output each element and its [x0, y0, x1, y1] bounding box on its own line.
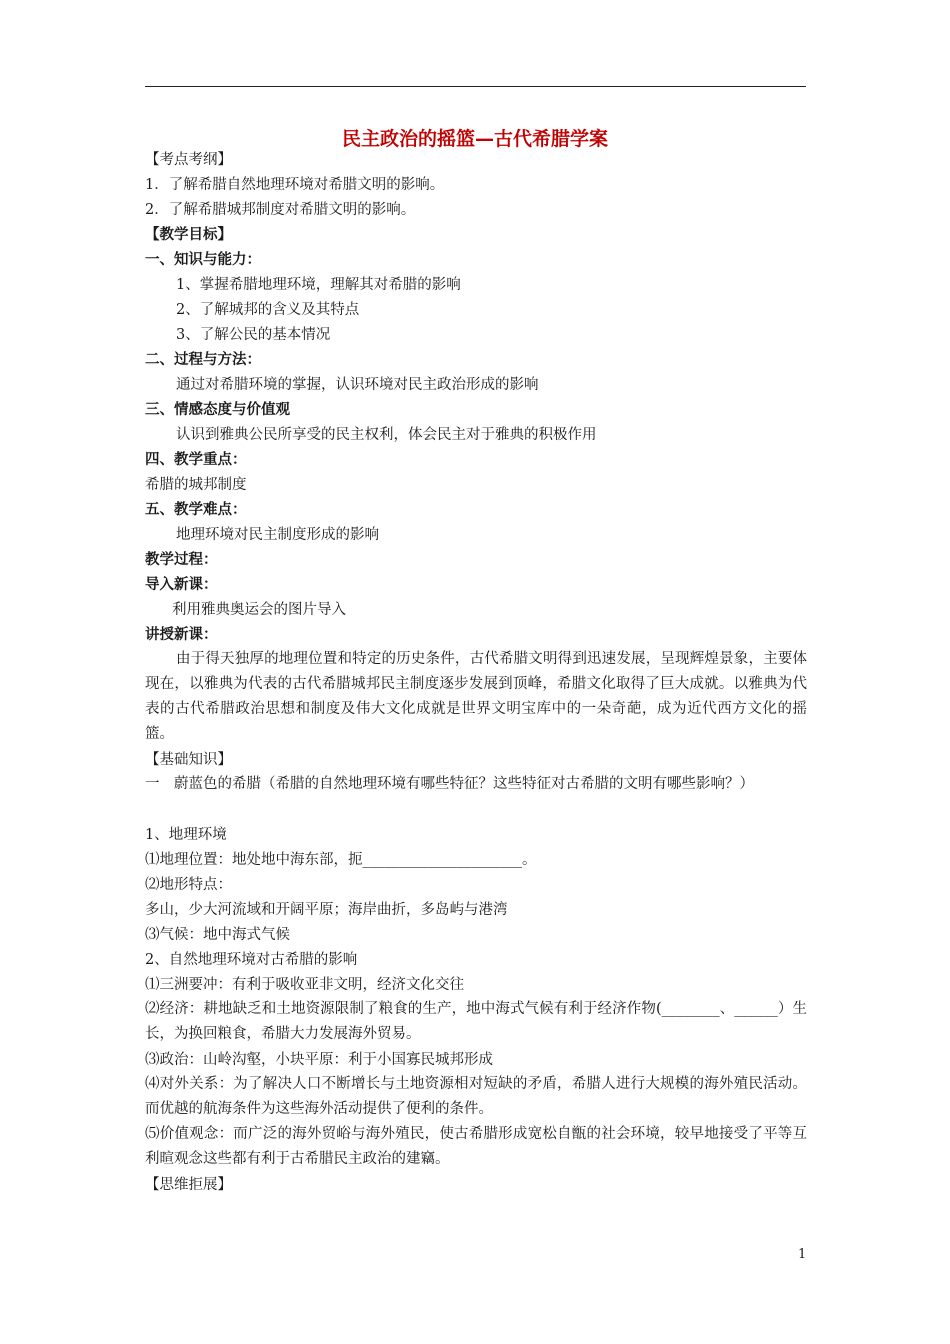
section-1-item-1: 1、掌握希腊地理环境，理解其对希腊的影响: [176, 277, 461, 293]
effects-heading: 2、自然地理环境对古希腊的影响: [145, 952, 358, 968]
effect-3: ⑶政治：山岭沟壑，小块平原：利于小国寡民城邦形成: [145, 1052, 493, 1068]
kaodian-item-2: 2．了解希腊城邦制度对希腊文明的影响。: [145, 202, 416, 218]
section-5-heading: 五、教学难点：: [145, 502, 247, 518]
intro-heading: 导入新课：: [145, 577, 218, 593]
section-2-text: 通过对希腊环境的掌握，认识环境对民主政治形成的影响: [176, 377, 539, 393]
kaodian-item-1: 1．了解希腊自然地理环境对希腊文明的影响。: [145, 177, 445, 193]
geo-terrain-text: 多山，少大河流域和开阔平原；海岸曲折，多岛屿与港湾: [145, 902, 508, 918]
section-4-text: 希腊的城邦制度: [145, 477, 247, 493]
basics-heading: 【基础知识】: [145, 752, 232, 768]
basics-question-1: 一 蔚蓝色的希腊（希腊的自然地理环境有哪些特征？这些特征对古希腊的文明有哪些影响？）: [145, 776, 754, 792]
think-heading: 【思维拒展】: [145, 1177, 232, 1193]
header-rule: [145, 86, 806, 87]
kaodian-heading: 【考点考纲】: [145, 152, 232, 168]
geo-location: ⑴地理位置：地处地中海东部，扼______________________。: [145, 852, 537, 868]
teach-paragraph: 由于得天独厚的地理位置和特定的历史条件，古代希腊文明得到迅速发展，呈现辉煌景象，主要体现在，以雅典为代表的古代希腊城邦民主制度逐步发展到顶峰，希腊文化取得了巨大成就。以雅典为代表的古代希腊政治思想和制度及伟大文化成就是世界文明宝库中的一朵奇葩，成为近代西方文化的摇篮。: [145, 651, 807, 742]
effect-5: ⑸价值观念：而广泛的海外贸峪与海外殖民，使古希腊形成宽松自甑的社会环境，较早地接受了平等互利暄观念这些都有利于古希腊民主政治的建竊。: [145, 1126, 807, 1167]
geo-heading: 1、地理环境: [145, 827, 227, 843]
section-1-heading: 一、知识与能力：: [145, 252, 261, 268]
process-heading: 教学过程：: [145, 552, 218, 568]
effect-2: ⑵经济：耕地缺乏和土地资源限制了粮食的生产，地中海式气候有利于经济作物(________、______）生长，为换回粮食，希腊大力发展海外贸易。: [145, 1001, 807, 1042]
section-4-heading: 四、教学重点：: [145, 452, 247, 468]
section-3-heading: 三、情感态度与价值观: [145, 402, 290, 418]
effect-1: ⑴三洲要冲：有利于吸收亚非文明，经济文化交往: [145, 977, 464, 993]
section-1-item-2: 2、了解城邦的含义及其特点: [176, 302, 360, 318]
teach-heading: 讲授新课：: [145, 627, 218, 643]
page-title: 民主政治的摇篮—古代希腊学案: [341, 128, 608, 150]
section-1-item-3: 3、了解公民的基本情况: [176, 327, 331, 343]
goals-heading: 【教学目标】: [145, 227, 232, 243]
geo-terrain-heading: ⑵地形特点：: [145, 877, 232, 893]
intro-text: 利用雅典奥运会的图片导入: [172, 602, 346, 618]
section-5-text: 地理环境对民主制度形成的影响: [176, 527, 379, 543]
section-3-text: 认识到雅典公民所享受的民主权利，体会民主对于雅典的积极作用: [176, 427, 597, 443]
section-2-heading: 二、过程与方法：: [145, 352, 261, 368]
geo-climate: ⑶气候：地中海式气候: [145, 927, 290, 943]
page-number: 1: [798, 1247, 807, 1262]
effect-4: ⑷对外关系：为了解决人口不断增长与土地资源相对短缺的矛盾，希腊人进行大规模的海外殖民活动。而优越的航海条件为这些海外活动提供了便利的条件。: [145, 1076, 807, 1117]
